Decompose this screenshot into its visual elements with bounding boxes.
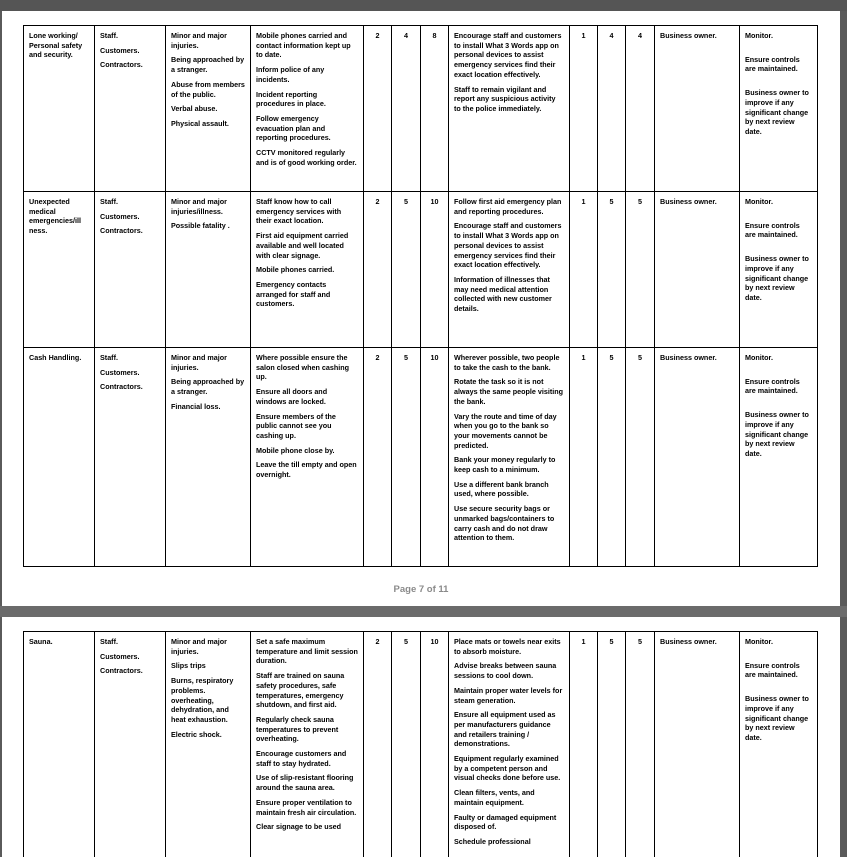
severity-cell: 5 — [392, 348, 421, 567]
residual-severity-cell: 5 — [598, 632, 626, 857]
severity-cell: 5 — [392, 632, 421, 857]
harm-cell-line: Financial loss. — [171, 402, 245, 412]
further-action-cell — [449, 348, 570, 567]
further-action-cell — [449, 26, 570, 192]
further-action-cell-line: Wherever possible, two people to take the cash to the bank. — [454, 353, 564, 372]
likelihood-cell: 2 — [364, 192, 392, 348]
harm-cell-line: Electric shock. — [171, 730, 245, 740]
residual-likelihood-cell: 1 — [570, 632, 598, 857]
table-row — [24, 348, 818, 567]
owner-cell: Business owner. — [655, 632, 740, 857]
residual-severity-cell: 5 — [598, 348, 626, 567]
further-action-cell-line: Clean filters, vents, and maintain equipment. — [454, 788, 564, 807]
harm-cell-line: Physical assault. — [171, 119, 245, 129]
controls-cell-line: Incident reporting procedures in place. — [256, 90, 358, 109]
who-cell-line: Contractors. — [100, 666, 160, 676]
review-line: Monitor. — [745, 353, 812, 363]
further-action-cell-line: Use a different bank branch used, where possible. — [454, 480, 564, 499]
who-cell-line: Customers. — [100, 212, 160, 222]
residual-likelihood-cell: 1 — [570, 26, 598, 192]
controls-cell — [251, 192, 364, 348]
controls-cell-line: Staff know how to call emergency services with their exact location. — [256, 197, 358, 226]
review-cell — [740, 192, 818, 348]
review-cell — [740, 632, 818, 857]
harm-cell-line: Minor and major injuries/illness. — [171, 197, 245, 216]
controls-cell-line: Ensure members of the public cannot see you cashing up. — [256, 412, 358, 441]
who-cell-line: Staff. — [100, 353, 160, 363]
controls-cell — [251, 26, 364, 192]
further-action-cell-line: Schedule professional — [454, 837, 564, 847]
review-line: Monitor. — [745, 197, 812, 207]
further-action-cell-line: Follow first aid emergency plan and reporting procedures. — [454, 197, 564, 216]
further-action-cell-line: Encourage staff and customers to install What 3 Words app on personal devices to assist emergency services find their exact location effectively. — [454, 221, 564, 270]
harm-cell — [166, 348, 251, 567]
controls-cell-line: Ensure proper ventilation to maintain fresh air circulation. — [256, 798, 358, 817]
who-cell-line: Contractors. — [100, 60, 160, 70]
review-cell — [740, 26, 818, 192]
controls-cell-line: Use of slip-resistant flooring around the sauna area. — [256, 773, 358, 792]
further-action-cell-line: Use secure security bags or unmarked bags/containers to carry cash and do not draw attention to them. — [454, 504, 564, 543]
controls-cell-line: Mobile phones carried and contact information kept up to date. — [256, 31, 358, 60]
further-action-cell — [449, 632, 570, 857]
page-gap — [0, 606, 847, 617]
further-action-cell-line: Place mats or towels near exits to absorb moisture. — [454, 637, 564, 656]
harm-cell — [166, 632, 251, 857]
controls-cell-line: Encourage customers and staff to stay hydrated. — [256, 749, 358, 768]
harm-cell — [166, 192, 251, 348]
document-page-8 — [2, 617, 840, 857]
severity-cell: 4 — [392, 26, 421, 192]
harm-cell-line: Slips trips — [171, 661, 245, 671]
harm-cell-line: Possible fatality . — [171, 221, 245, 231]
likelihood-cell: 2 — [364, 348, 392, 567]
viewer-top-bar — [0, 0, 847, 11]
controls-cell-line: Follow emergency evacuation plan and reporting procedures. — [256, 114, 358, 143]
likelihood-cell: 2 — [364, 632, 392, 857]
risk-assessment-table-continued — [23, 631, 818, 857]
harm-cell-line: Being approached by a stranger. — [171, 55, 245, 74]
severity-cell: 5 — [392, 192, 421, 348]
owner-cell: Business owner. — [655, 348, 740, 567]
review-line: Business owner to improve if any significant change by next review date. — [745, 254, 812, 303]
controls-cell-line: First aid equipment carried available and well located with clear signage. — [256, 231, 358, 260]
controls-cell — [251, 348, 364, 567]
who-cell-line: Contractors. — [100, 382, 160, 392]
controls-cell-line: Staff are trained on sauna safety procedures, safe temperatures, emergency shutdown, and first aid. — [256, 671, 358, 710]
controls-cell-line: Where possible ensure the salon closed when cashing up. — [256, 353, 358, 382]
hazard-cell: Lone working/ Personal safety and security. — [24, 26, 95, 192]
controls-cell-line: Leave the till empty and open overnight. — [256, 460, 358, 479]
controls-cell-line: Clear signage to be used — [256, 822, 358, 832]
likelihood-cell: 2 — [364, 26, 392, 192]
residual-risk-cell: 4 — [626, 26, 655, 192]
review-line: Business owner to improve if any significant change by next review date. — [745, 88, 812, 137]
residual-likelihood-cell: 1 — [570, 192, 598, 348]
harm-cell — [166, 26, 251, 192]
controls-cell-line: Mobile phones carried. — [256, 265, 358, 275]
who-cell — [95, 348, 166, 567]
page-number: Page 7 of 11 — [2, 584, 840, 595]
further-action-cell-line: Rotate the task so it is not always the same people visiting the bank. — [454, 377, 564, 406]
review-line: Monitor. — [745, 637, 812, 647]
who-cell-line: Staff. — [100, 637, 160, 647]
review-line: Business owner to improve if any significant change by next review date. — [745, 410, 812, 459]
residual-severity-cell: 4 — [598, 26, 626, 192]
further-action-cell-line: Information of illnesses that may need medical attention collected with new customer details. — [454, 275, 564, 314]
hazard-cell: Unexpected medical emergencies/ill ness. — [24, 192, 95, 348]
residual-severity-cell: 5 — [598, 192, 626, 348]
controls-cell-line: CCTV monitored regularly and is of good working order. — [256, 148, 358, 167]
document-page-7 — [2, 11, 840, 606]
who-cell-line: Customers. — [100, 46, 160, 56]
controls-cell-line: Regularly check sauna temperatures to prevent overheating. — [256, 715, 358, 744]
further-action-cell — [449, 192, 570, 348]
further-action-cell-line: Ensure all equipment used as per manufacturers guidance and retailers training / demonstrations. — [454, 710, 564, 749]
harm-cell-line: Verbal abuse. — [171, 104, 245, 114]
review-line: Ensure controls are maintained. — [745, 221, 812, 240]
risk-cell: 10 — [421, 192, 449, 348]
who-cell — [95, 632, 166, 857]
harm-cell-line: Minor and major injuries. — [171, 637, 245, 656]
who-cell-line: Customers. — [100, 368, 160, 378]
who-cell-line: Staff. — [100, 31, 160, 41]
further-action-cell-line: Maintain proper water levels for steam generation. — [454, 686, 564, 705]
review-line: Business owner to improve if any significant change by next review date. — [745, 694, 812, 743]
harm-cell-line: Abuse from members of the public. — [171, 80, 245, 99]
who-cell-line: Staff. — [100, 197, 160, 207]
further-action-cell-line: Faulty or damaged equipment disposed of. — [454, 813, 564, 832]
controls-cell-line: Ensure all doors and windows are locked. — [256, 387, 358, 406]
further-action-cell-line: Advise breaks between sauna sessions to cool down. — [454, 661, 564, 680]
hazard-cell: Cash Handling. — [24, 348, 95, 567]
risk-cell: 10 — [421, 348, 449, 567]
review-line: Ensure controls are maintained. — [745, 661, 812, 680]
risk-assessment-table — [23, 25, 818, 567]
table-row — [24, 632, 818, 857]
further-action-cell-line: Staff to remain vigilant and report any suspicious activity to the police immediately. — [454, 85, 564, 114]
harm-cell-line: Minor and major injuries. — [171, 353, 245, 372]
review-line: Monitor. — [745, 31, 812, 41]
controls-cell-line: Inform police of any incidents. — [256, 65, 358, 84]
review-line: Ensure controls are maintained. — [745, 377, 812, 396]
residual-risk-cell: 5 — [626, 348, 655, 567]
further-action-cell-line: Vary the route and time of day when you go to the bank so your movements cannot be predicted. — [454, 412, 564, 451]
risk-cell: 8 — [421, 26, 449, 192]
residual-likelihood-cell: 1 — [570, 348, 598, 567]
harm-cell-line: Minor and major injuries. — [171, 31, 245, 50]
risk-cell: 10 — [421, 632, 449, 857]
controls-cell-line: Set a safe maximum temperature and limit session duration. — [256, 637, 358, 666]
further-action-cell-line: Encourage staff and customers to install What 3 Words app on personal devices to assist emergency services find their exact location effectively. — [454, 31, 564, 80]
who-cell — [95, 192, 166, 348]
who-cell-line: Contractors. — [100, 226, 160, 236]
controls-cell-line: Emergency contacts arranged for staff and customers. — [256, 280, 358, 309]
controls-cell-line: Mobile phone close by. — [256, 446, 358, 456]
controls-cell — [251, 632, 364, 857]
hazard-cell: Sauna. — [24, 632, 95, 857]
harm-cell-line: Being approached by a stranger. — [171, 377, 245, 396]
owner-cell: Business owner. — [655, 26, 740, 192]
residual-risk-cell: 5 — [626, 632, 655, 857]
further-action-cell-line: Bank your money regularly to keep cash to a minimum. — [454, 455, 564, 474]
residual-risk-cell: 5 — [626, 192, 655, 348]
review-line: Ensure controls are maintained. — [745, 55, 812, 74]
owner-cell: Business owner. — [655, 192, 740, 348]
who-cell — [95, 26, 166, 192]
table-row — [24, 26, 818, 192]
review-cell — [740, 348, 818, 567]
harm-cell-line: Burns, respiratory problems. overheating, dehydration, and heat exhaustion. — [171, 676, 245, 725]
table-row — [24, 192, 818, 348]
who-cell-line: Customers. — [100, 652, 160, 662]
further-action-cell-line: Equipment regularly examined by a competent person and visual checks done before use. — [454, 754, 564, 783]
